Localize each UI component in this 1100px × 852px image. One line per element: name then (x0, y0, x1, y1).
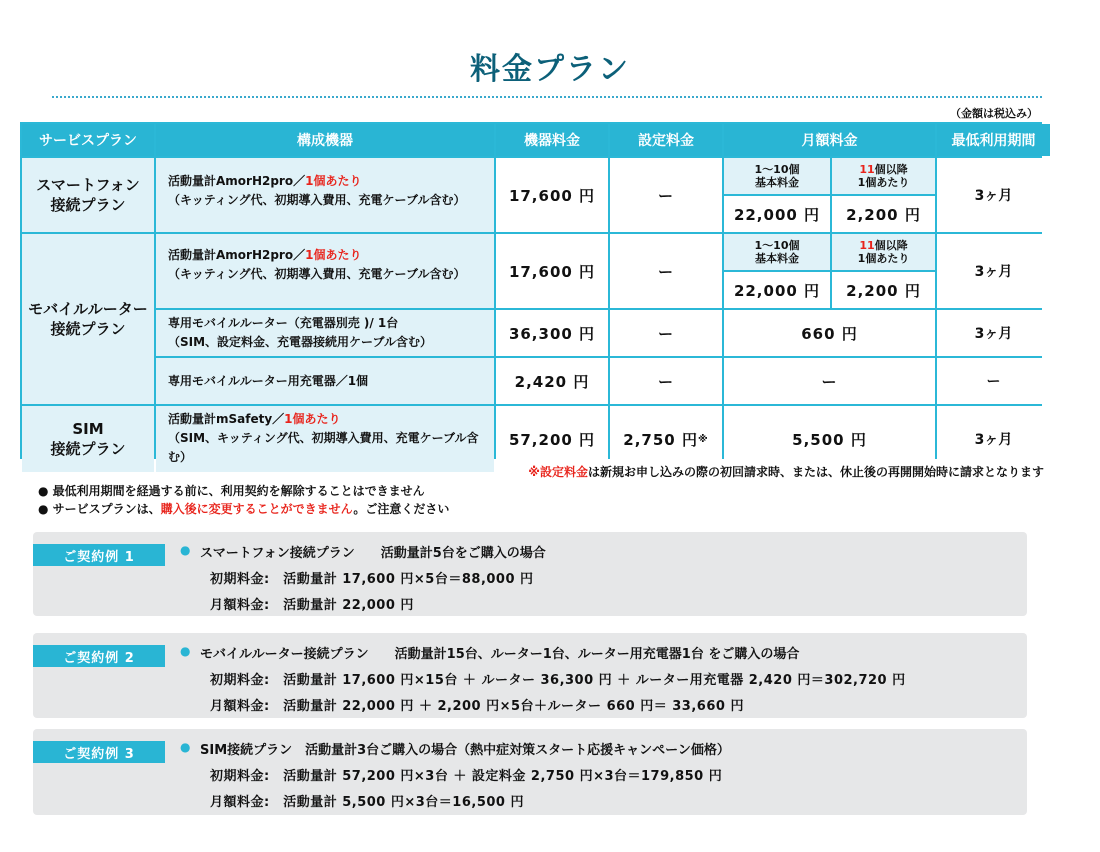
tier1-price: 22,000 円 (724, 196, 830, 232)
footnote-mark: ※ (528, 465, 540, 479)
note-warning: 購入後に変更することができません (160, 502, 354, 516)
plan-name-line2: 接続プラン (50, 320, 126, 338)
tier2-price: 2,200 円 (832, 196, 935, 232)
note-item: ● 最低利用期間を経過する前に、利用契約を解除することはできません (38, 484, 425, 498)
plan-sim (22, 406, 154, 472)
plan-name-line1: モバイルルーター (28, 300, 148, 318)
device-cell (156, 234, 494, 308)
example-initial-fee: 初期料金: 活動量計 57,200 円×3台 ＋ 設定料金 2,750 円×3台＝179,850 円 (210, 769, 723, 784)
tier1-desc: 基本料金 (755, 252, 799, 265)
contract-example-1 (33, 532, 1027, 616)
device-fee: 2,420 円 (496, 358, 608, 404)
tier2-range: 個以降 (874, 239, 908, 252)
header-service-plan: サービスプラン (22, 124, 154, 156)
plan-name-line2: 接続プラン (50, 196, 126, 214)
min-period: 3ヶ月 (937, 158, 1050, 232)
device-cell (156, 158, 494, 232)
header-min-period: 最低利用期間 (937, 124, 1050, 156)
setup-fee: ー (610, 234, 722, 308)
example-initial-fee: 初期料金: 活動量計 17,600 円×5台＝88,000 円 (210, 572, 534, 587)
tier2-label (832, 158, 935, 194)
contract-example-2 (33, 633, 1027, 718)
example-tag: ご契約例 2 (33, 645, 165, 667)
device-fee: 17,600 円 (496, 158, 608, 232)
per-unit-note: 1個あたり (284, 412, 341, 426)
plan-name-line1: スマートフォン (36, 176, 140, 194)
plan-name-line2: 接続プラン (50, 440, 126, 458)
tier1-label (724, 234, 830, 270)
device-note: （キッティング代、初期導入費用、充電ケーブル含む） (168, 267, 466, 281)
device-note: （SIM、キッティング代、初期導入費用、充電ケーブル含む） (168, 431, 479, 464)
example-tag: ご契約例 1 (33, 544, 165, 566)
tax-note: （金額は税込み） (950, 107, 1038, 120)
tier2-desc: 1個あたり (857, 252, 910, 265)
example-heading: モバイルルーター接続プラン 活動量計15台、ルーター1台、ルーター用充電器1台 をご購入の場合 (200, 647, 800, 662)
note-text: 。ご注意ください (353, 502, 450, 516)
tier1-desc: 基本料金 (755, 176, 799, 189)
setup-fee: ー (610, 158, 722, 232)
example-monthly-fee: 月額料金: 活動量計 5,500 円×3台＝16,500 円 (210, 795, 525, 810)
tier2-desc: 1個あたり (857, 176, 910, 189)
tier2-label (832, 234, 935, 270)
device-name: 専用モバイルルーター用充電器／1個 (156, 358, 494, 404)
bullet-icon: ● (180, 644, 191, 658)
tier2-count: 11 (859, 239, 875, 252)
example-initial-fee: 初期料金: 活動量計 17,600 円×15台 ＋ ルーター 36,300 円 ＋ ルーター用充電器 2,420 円＝302,720 円 (210, 673, 906, 688)
tier1-range: 1～10個 (754, 163, 800, 176)
device-name: 活動量計AmorH2pro／ (168, 248, 306, 262)
tier1-price: 22,000 円 (724, 272, 830, 308)
tier2-count: 11 (859, 163, 875, 176)
tier1-label (724, 158, 830, 194)
setup-fee: ー (610, 358, 722, 404)
bullet-icon: ● (180, 740, 191, 754)
device-name: 活動量計mSafety／ (168, 412, 285, 426)
device-fee: 57,200 円 (496, 406, 608, 472)
example-monthly-fee: 月額料金: 活動量計 22,000 円 ＋ 2,200 円×5台＋ルーター 660 円＝ 33,660 円 (210, 699, 744, 714)
device-name: 活動量計AmorH2pro／ (168, 174, 306, 188)
plan-mobile-router (22, 234, 154, 404)
tier2-price: 2,200 円 (832, 272, 935, 308)
setup-fee-footnote (528, 463, 1044, 480)
footnote-text: は新規お申し込みの際の初回請求時、または、休止後の再開開始時に請求となります (587, 465, 1044, 479)
plan-name-line1: SIM (72, 420, 104, 438)
tier1-range: 1～10個 (754, 239, 800, 252)
note-item (38, 500, 449, 518)
min-period: ー (937, 358, 1050, 404)
notes-list (38, 482, 449, 518)
example-monthly-fee: 月額料金: 活動量計 22,000 円 (210, 598, 414, 613)
setup-fee-mark: ※ (697, 433, 709, 445)
footnote-highlight: 設定料金 (539, 465, 588, 479)
device-cell (156, 406, 494, 472)
setup-fee-value: 2,750 円 (623, 430, 698, 449)
device-note: （キッティング代、初期導入費用、充電ケーブル含む） (168, 193, 466, 207)
pricing-table (20, 122, 1042, 464)
note-text: ● サービスプランは、 (38, 502, 161, 516)
header-setup-fee: 設定料金 (610, 124, 722, 156)
setup-fee: ー (610, 310, 722, 356)
monthly-fee: 5,500 円 (724, 406, 935, 472)
tier2-range: 個以降 (874, 163, 908, 176)
per-unit-note: 1個あたり (305, 174, 362, 188)
bullet-icon: ● (180, 543, 191, 557)
monthly-fee: 660 円 (724, 310, 935, 356)
min-period: 3ヶ月 (937, 310, 1050, 356)
min-period: 3ヶ月 (937, 234, 1050, 308)
device-fee: 17,600 円 (496, 234, 608, 308)
device-cell (156, 310, 494, 356)
device-fee: 36,300 円 (496, 310, 608, 356)
page-title: 料金プラン (470, 52, 630, 87)
example-heading: SIM接続プラン 活動量計3台ご購入の場合（熱中症対策スタート応援キャンペーン価格） (200, 743, 730, 758)
monthly-fee: ー (724, 358, 935, 404)
example-tag: ご契約例 3 (33, 741, 165, 763)
plan-smartphone (22, 158, 154, 232)
per-unit-note: 1個あたり (305, 248, 362, 262)
example-heading: スマートフォン接続プラン 活動量計5台をご購入の場合 (200, 546, 546, 561)
contract-example-3 (33, 729, 1027, 815)
header-device-fee: 機器料金 (496, 124, 608, 156)
header-devices: 構成機器 (156, 124, 494, 156)
device-note: （SIM、設定料金、充電器接続用ケーブル含む） (168, 335, 432, 349)
device-name: 専用モバイルルーター（充電器別売 )/ 1台 (168, 316, 399, 330)
min-period: 3ヶ月 (937, 406, 1050, 472)
header-monthly-fee: 月額料金 (724, 124, 935, 156)
dotted-divider (52, 96, 1042, 98)
